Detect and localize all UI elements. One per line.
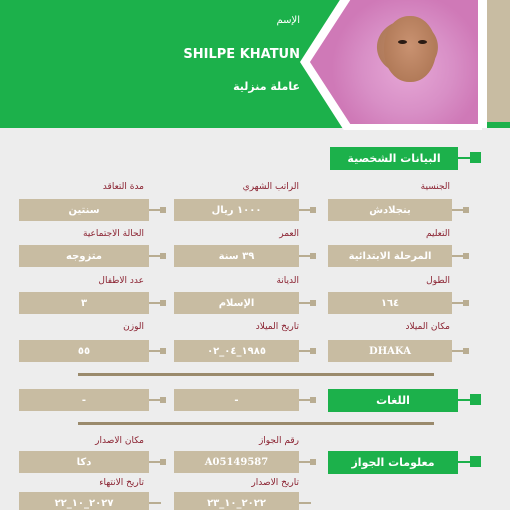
section-divider-2 (78, 422, 434, 425)
birthplace-bullet (463, 348, 469, 354)
weight-bullet (160, 348, 166, 354)
height-label: الطول (426, 276, 450, 286)
header-accent-strip (487, 0, 510, 122)
religion-value: الإسلام (174, 292, 299, 314)
weight-label: الوزن (123, 322, 144, 332)
birthplace-value: DHAKA (328, 340, 452, 362)
language-2-value: - (174, 389, 299, 411)
education-bullet (463, 253, 469, 259)
issue-date-label: تاريخ الاصدار (251, 478, 299, 488)
issue-place-bullet (160, 459, 166, 465)
salary-label: الراتب الشهري (242, 182, 299, 192)
education-label: التعليم (426, 229, 450, 239)
section-passport-title: معلومات الجواز (328, 451, 458, 474)
issue-date-connector (299, 502, 311, 504)
section-personal-title: البيانات الشخصية (330, 147, 458, 170)
passport-no-value: A05149587 (174, 451, 299, 473)
height-bullet (463, 300, 469, 306)
section-passport-bullet (470, 456, 481, 467)
section-languages-bullet (470, 394, 481, 405)
section-languages-title: اللغات (328, 389, 458, 412)
language-1-value: - (19, 389, 149, 411)
marital-value: متزوجه (19, 245, 149, 267)
age-label: العمر (279, 229, 299, 239)
photo-face (384, 16, 436, 82)
expiry-date-connector (149, 502, 161, 504)
religion-label: الديانة (276, 276, 299, 286)
nationality-value: بنجلادش (328, 199, 452, 221)
age-bullet (310, 253, 316, 259)
marital-label: الحالة الاجتماعية (83, 229, 144, 239)
passport-no-label: رقم الجواز (258, 436, 299, 446)
expiry-date-value: ٢٠٢٧_١٠_٢٢ (19, 492, 149, 510)
candidate-name: SHILPE KHATUN (183, 47, 300, 62)
salary-value: ١٠٠٠ ريال (174, 199, 299, 221)
age-value: ٣٩ سنة (174, 245, 299, 267)
children-bullet (160, 300, 166, 306)
nationality-label: الجنسية (420, 182, 450, 192)
birthplace-label: مكان الميلاد (405, 322, 450, 332)
children-value: ٣ (19, 292, 149, 314)
name-label: الإسم (276, 15, 300, 26)
language-2-bullet (310, 397, 316, 403)
birthdate-label: تاريخ الميلاد (255, 322, 299, 332)
expiry-date-label: تاريخ الانتهاء (99, 478, 144, 488)
section-personal-bullet (470, 152, 481, 163)
issue-date-value: ٢٠٢٢_١٠_٢٣ (174, 492, 299, 510)
birthdate-value: ١٩٨٥_٠٤_٠٢ (174, 340, 299, 362)
issue-place-label: مكان الاصدار (95, 436, 144, 446)
passport-no-bullet (310, 459, 316, 465)
contract-value: سنتين (19, 199, 149, 221)
photo-eye-left (398, 40, 407, 44)
education-value: المرحلة الابتدائية (328, 245, 452, 267)
children-label: عدد الاطفال (98, 276, 144, 286)
section-divider-1 (78, 373, 434, 376)
height-value: ١٦٤ (328, 292, 452, 314)
issue-place-value: دكا (19, 451, 149, 473)
marital-bullet (160, 253, 166, 259)
salary-bullet (310, 207, 316, 213)
photo-eye-right (418, 40, 427, 44)
language-1-bullet (160, 397, 166, 403)
religion-bullet (310, 300, 316, 306)
weight-value: ٥٥ (19, 340, 149, 362)
nationality-bullet (463, 207, 469, 213)
birthdate-bullet (310, 348, 316, 354)
job-title: عاملة منزلية (233, 80, 300, 93)
contract-bullet (160, 207, 166, 213)
contract-label: مدة التعاقد (102, 182, 144, 192)
